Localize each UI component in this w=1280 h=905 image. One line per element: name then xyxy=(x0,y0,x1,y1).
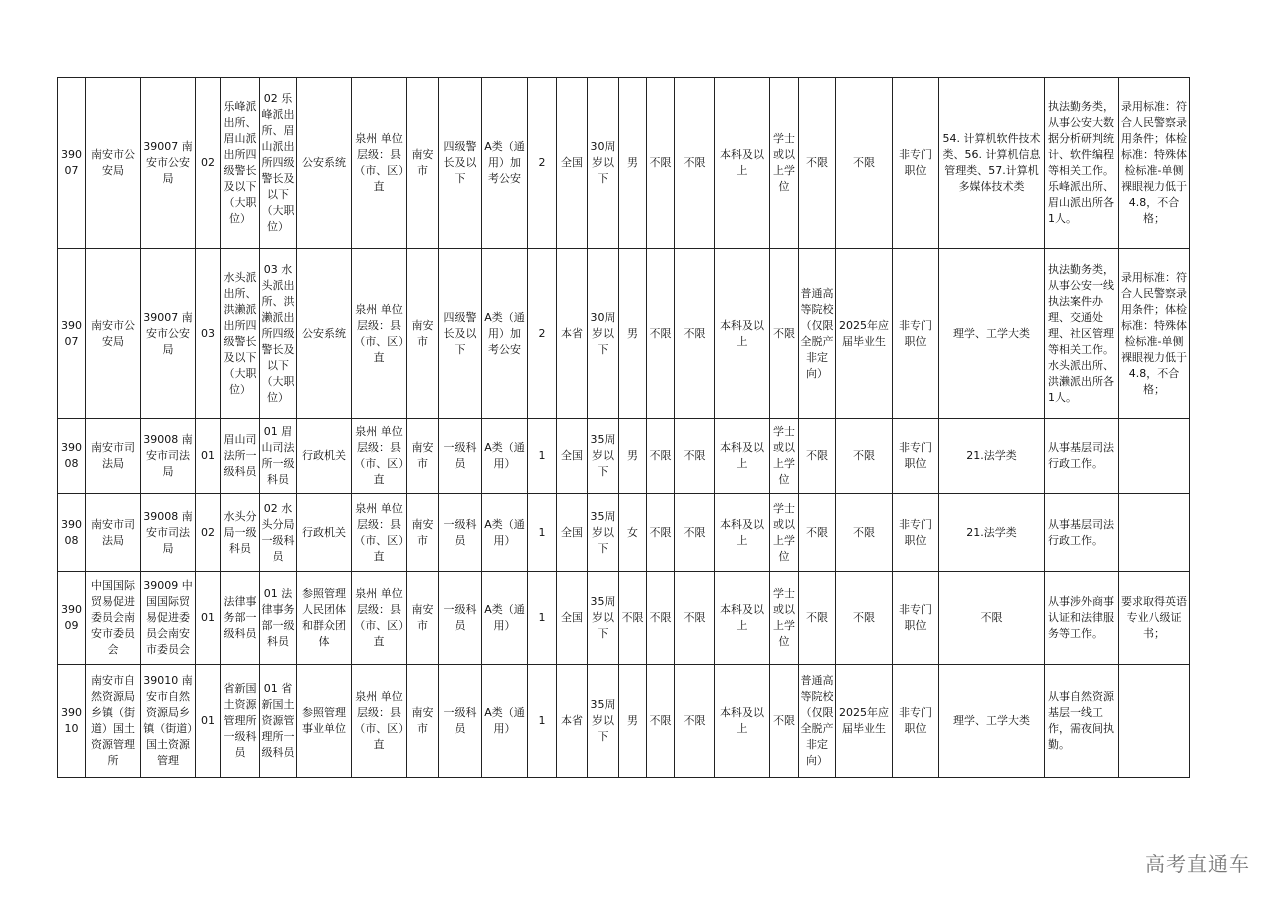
table-cell: 理学、工学大类 xyxy=(939,249,1045,419)
table-cell: 不限 xyxy=(675,249,715,419)
table-cell: A类（通用） xyxy=(482,572,528,665)
table-cell: 全国 xyxy=(557,494,588,572)
table-cell: 不限 xyxy=(647,78,675,249)
table-cell: 39010 南安市自然资源局乡镇（街道）国土资源管理 xyxy=(141,665,196,778)
table-cell: 02 水头分局一级科员 xyxy=(260,494,297,572)
table-cell: 01 xyxy=(196,419,221,494)
table-cell: 35周岁以下 xyxy=(588,665,619,778)
table-row xyxy=(58,78,1190,249)
table-cell: 不限 xyxy=(836,494,893,572)
table-row xyxy=(58,572,1190,665)
table-cell: 39007 南安市公安局 xyxy=(141,78,196,249)
table-cell: 水头分局一级科员 xyxy=(221,494,260,572)
table-cell: 不限 xyxy=(647,494,675,572)
table-cell: 39008 南安市司法局 xyxy=(141,494,196,572)
table-cell: 35周岁以下 xyxy=(588,572,619,665)
table-cell: 一级科员 xyxy=(439,665,482,778)
table-cell: 01 xyxy=(196,665,221,778)
table-cell: 2 xyxy=(528,78,557,249)
table-cell: 学士或以上学位 xyxy=(770,572,799,665)
table-cell: 2 xyxy=(528,249,557,419)
table-cell: 1 xyxy=(528,494,557,572)
table-cell: 泉州 单位层级：县（市、区）直 xyxy=(352,494,407,572)
table-cell: 学士或以上学位 xyxy=(770,494,799,572)
table-cell: 四级警长及以下 xyxy=(439,78,482,249)
table-cell: 不限 xyxy=(675,494,715,572)
table-cell: 本科及以上 xyxy=(715,665,770,778)
table-cell: 泉州 单位层级：县（市、区）直 xyxy=(352,78,407,249)
table-cell: 2025年应届毕业生 xyxy=(836,665,893,778)
table-cell: 02 xyxy=(196,494,221,572)
table-row xyxy=(58,494,1190,572)
table-cell: 39007 xyxy=(58,249,86,419)
table-cell: 39009 xyxy=(58,572,86,665)
table-cell xyxy=(1119,494,1190,572)
table-cell: 02 乐峰派出所、眉山派出所四级警长及以下（大职位） xyxy=(260,78,297,249)
table-cell: 非专门职位 xyxy=(893,419,939,494)
table-cell xyxy=(1119,419,1190,494)
table-cell: 不限 xyxy=(675,78,715,249)
table-cell: 男 xyxy=(619,419,647,494)
table-cell: 南安市司法局 xyxy=(86,419,141,494)
table-cell: 不限 xyxy=(647,419,675,494)
table-cell: 不限 xyxy=(799,494,836,572)
table-cell: 南安市 xyxy=(407,665,439,778)
table-cell: 1 xyxy=(528,419,557,494)
table-cell: 从事基层司法行政工作。 xyxy=(1045,494,1119,572)
table-cell: 21.法学类 xyxy=(939,494,1045,572)
table-cell: 本科及以上 xyxy=(715,572,770,665)
table-cell: 全国 xyxy=(557,78,588,249)
table-cell: 要求取得英语专业八级证书； xyxy=(1119,572,1190,665)
table-cell: 参照管理人民团体和群众团体 xyxy=(297,572,352,665)
table-cell: 普通高等院校（仅限全脱产非定向） xyxy=(799,249,836,419)
table-cell: 非专门职位 xyxy=(893,494,939,572)
table-cell: 全国 xyxy=(557,419,588,494)
table-cell: 一级科员 xyxy=(439,572,482,665)
table-cell: 录用标准：符合人民警察录用条件；体检标准：特殊体检标准-单侧裸眼视力低于4.8，不合格； xyxy=(1119,249,1190,419)
table-cell: 1 xyxy=(528,665,557,778)
table-cell: 公安系统 xyxy=(297,249,352,419)
table-cell xyxy=(1119,665,1190,778)
table-cell: 21.法学类 xyxy=(939,419,1045,494)
table-cell: 男 xyxy=(619,249,647,419)
table-row xyxy=(58,419,1190,494)
table-cell: 非专门职位 xyxy=(893,249,939,419)
table-cell: 水头派出所、洪濑派出所四级警长及以下（大职位） xyxy=(221,249,260,419)
table-cell: 南安市 xyxy=(407,572,439,665)
table-cell: 中国国际贸易促进委员会南安市委员会 xyxy=(86,572,141,665)
table-cell: 不限 xyxy=(619,572,647,665)
table-cell: 02 xyxy=(196,78,221,249)
table-cell: 泉州 单位层级：县（市、区）直 xyxy=(352,572,407,665)
table-cell: 南安市公安局 xyxy=(86,249,141,419)
table-cell: 不限 xyxy=(799,78,836,249)
table-cell: 南安市 xyxy=(407,249,439,419)
table-row xyxy=(58,249,1190,419)
table-cell: 2025年应届毕业生 xyxy=(836,249,893,419)
table-cell: 执法勤务类，从事公安一线执法案件办理、交通处理、社区管理等相关工作。水头派出所、洪濑派出所各1人。 xyxy=(1045,249,1119,419)
table-cell: 理学、工学大类 xyxy=(939,665,1045,778)
table-cell: A类（通用）加考公安 xyxy=(482,78,528,249)
table-cell: 四级警长及以下 xyxy=(439,249,482,419)
table-cell: 男 xyxy=(619,78,647,249)
table-cell: 公安系统 xyxy=(297,78,352,249)
table-cell: A类（通用） xyxy=(482,665,528,778)
table-cell: 法律事务部一级科员 xyxy=(221,572,260,665)
table-cell: 不限 xyxy=(799,419,836,494)
table-cell: 执法勤务类，从事公安大数据分析研判统计、软件编程等相关工作。乐峰派出所、眉山派出所各1人。 xyxy=(1045,78,1119,249)
watermark-text: 高考直通车 xyxy=(1145,852,1250,876)
table-cell: 35周岁以下 xyxy=(588,419,619,494)
table-cell: 女 xyxy=(619,494,647,572)
table-cell: 男 xyxy=(619,665,647,778)
table-cell: 不限 xyxy=(647,665,675,778)
table-cell: 本科及以上 xyxy=(715,78,770,249)
table-cell: 01 省新国土资源管理所一级科员 xyxy=(260,665,297,778)
table-cell: 54. 计算机软件技术类、56. 计算机信息管理类、57.计算机多媒体技术类 xyxy=(939,78,1045,249)
table-cell: 普通高等院校（仅限全脱产非定向） xyxy=(799,665,836,778)
table-cell: 01 眉山司法所一级科员 xyxy=(260,419,297,494)
table-cell: 非专门职位 xyxy=(893,665,939,778)
table-cell: 南安市公安局 xyxy=(86,78,141,249)
table-cell: 一级科员 xyxy=(439,419,482,494)
table-cell: 南安市 xyxy=(407,419,439,494)
table-cell: 不限 xyxy=(836,419,893,494)
table-cell: 不限 xyxy=(675,419,715,494)
table-cell: 从事自然资源基层一线工作，需夜间执勤。 xyxy=(1045,665,1119,778)
table-cell: 全国 xyxy=(557,572,588,665)
table-cell: 非专门职位 xyxy=(893,572,939,665)
table-cell: 学士或以上学位 xyxy=(770,78,799,249)
table-cell: 南安市 xyxy=(407,78,439,249)
table-cell: 泉州 单位层级：县（市、区）直 xyxy=(352,419,407,494)
table-cell: A类（通用） xyxy=(482,494,528,572)
table-cell: 01 xyxy=(196,572,221,665)
table-cell: 参照管理事业单位 xyxy=(297,665,352,778)
table-cell: 01 法律事务部一级科员 xyxy=(260,572,297,665)
table-cell: 省新国土资源管理所一级科员 xyxy=(221,665,260,778)
table-cell: 35周岁以下 xyxy=(588,494,619,572)
table-cell: 39007 xyxy=(58,78,86,249)
table-cell: A类（通用） xyxy=(482,419,528,494)
table-cell: 03 xyxy=(196,249,221,419)
table-cell: 南安市自然资源局乡镇（街道）国土资源管理所 xyxy=(86,665,141,778)
table-cell: 非专门职位 xyxy=(893,78,939,249)
table-cell: 南安市司法局 xyxy=(86,494,141,572)
table-cell: 不限 xyxy=(647,249,675,419)
table-cell: 39009 中国国际贸易促进委员会南安市委员会 xyxy=(141,572,196,665)
table-cell: 39008 xyxy=(58,419,86,494)
table-cell: 本科及以上 xyxy=(715,419,770,494)
table-cell: 不限 xyxy=(675,572,715,665)
table-cell: 不限 xyxy=(836,572,893,665)
table-cell: 30周岁以下 xyxy=(588,249,619,419)
table-cell: 行政机关 xyxy=(297,494,352,572)
table-cell: 乐峰派出所、眉山派出所四级警长及以下（大职位） xyxy=(221,78,260,249)
table-cell: 南安市 xyxy=(407,494,439,572)
table-cell: 不限 xyxy=(770,249,799,419)
table-cell: 39010 xyxy=(58,665,86,778)
table-cell: 一级科员 xyxy=(439,494,482,572)
table-cell: 本省 xyxy=(557,249,588,419)
table-cell: 39007 南安市公安局 xyxy=(141,249,196,419)
table-cell: 1 xyxy=(528,572,557,665)
table-cell: A类（通用）加考公安 xyxy=(482,249,528,419)
recruitment-table xyxy=(57,77,1190,778)
table-cell: 39008 南安市司法局 xyxy=(141,419,196,494)
table-cell: 不限 xyxy=(836,78,893,249)
table-body xyxy=(58,78,1190,778)
table-cell: 不限 xyxy=(770,665,799,778)
table-cell: 本省 xyxy=(557,665,588,778)
table-cell: 30周岁以下 xyxy=(588,78,619,249)
table-cell: 39008 xyxy=(58,494,86,572)
table-cell: 不限 xyxy=(675,665,715,778)
table-cell: 本科及以上 xyxy=(715,494,770,572)
table-row xyxy=(58,665,1190,778)
table-cell: 03 水头派出所、洪濑派出所四级警长及以下（大职位） xyxy=(260,249,297,419)
table-cell: 从事基层司法行政工作。 xyxy=(1045,419,1119,494)
table-cell: 泉州 单位层级：县（市、区）直 xyxy=(352,665,407,778)
table-cell: 录用标准：符合人民警察录用条件；体检标准：特殊体检标准-单侧裸眼视力低于4.8，不合格； xyxy=(1119,78,1190,249)
table-cell: 本科及以上 xyxy=(715,249,770,419)
table-cell: 从事涉外商事认证和法律服务等工作。 xyxy=(1045,572,1119,665)
table-cell: 不限 xyxy=(799,572,836,665)
table-cell: 泉州 单位层级：县（市、区）直 xyxy=(352,249,407,419)
table-cell: 眉山司法所一级科员 xyxy=(221,419,260,494)
table-cell: 行政机关 xyxy=(297,419,352,494)
table-cell: 学士或以上学位 xyxy=(770,419,799,494)
table-cell: 不限 xyxy=(647,572,675,665)
table-cell: 不限 xyxy=(939,572,1045,665)
